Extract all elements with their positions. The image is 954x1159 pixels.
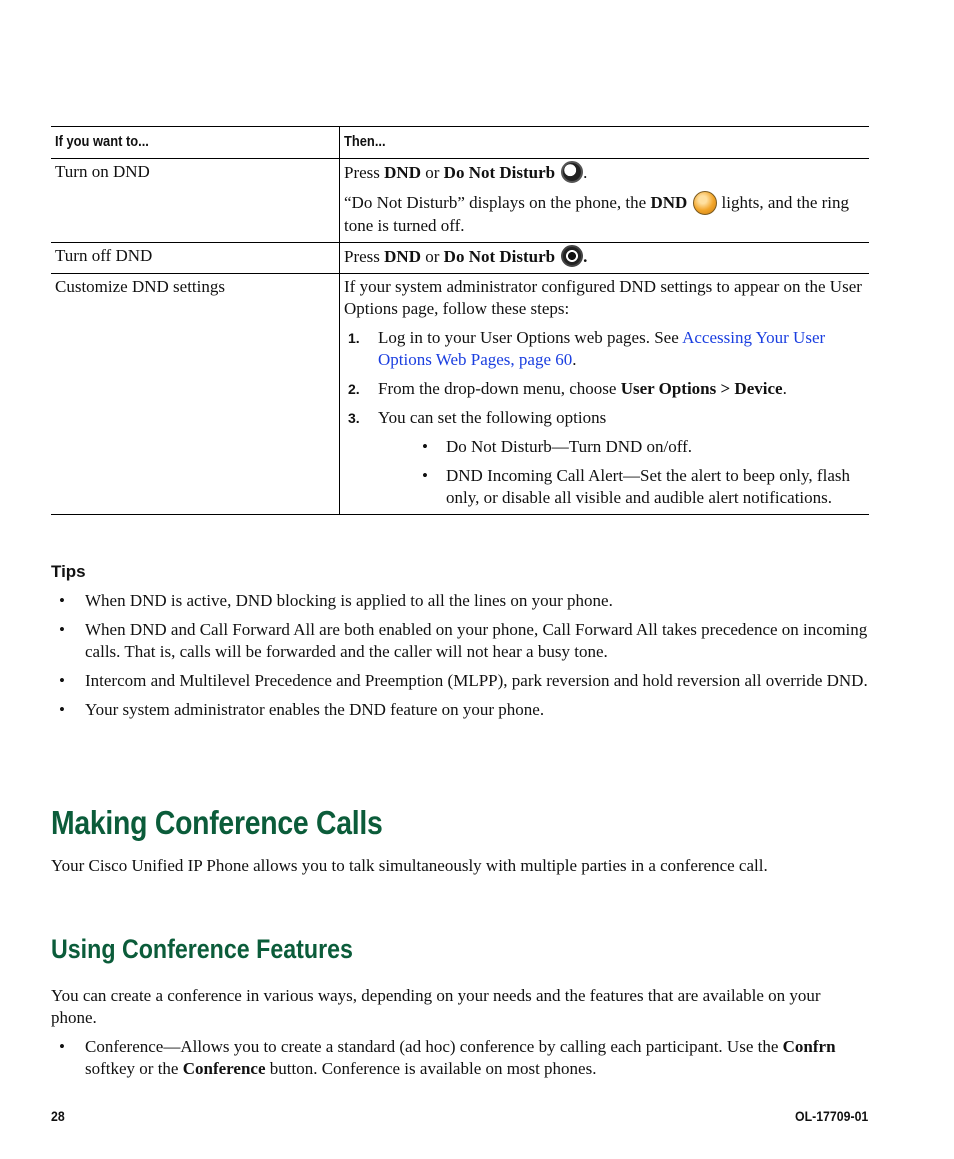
page-number: 28 xyxy=(51,1108,65,1124)
list-item: • Your system administrator enables the DND feature on your phone. xyxy=(59,700,545,719)
conference-list xyxy=(51,1036,869,1080)
dnd-button-icon xyxy=(561,161,583,183)
row-action: Customize DND settings xyxy=(51,274,340,514)
list-item: 1. Log in to your User Options web pages. See Accessing Your User Options Web Pages, page 60. xyxy=(348,328,826,369)
list-item: • When DND and Call Forward All are both enabled on your phone, Call Forward All takes precedence on incoming calls. That is, calls will be forwarded and the caller will not hear a busy tone. xyxy=(59,620,868,661)
subsection-title: Using Conference Features xyxy=(51,934,353,964)
tips-list xyxy=(51,590,869,728)
list-item: 2. From the drop-down menu, choose User Options > Device. xyxy=(348,379,787,398)
table-row xyxy=(51,274,869,515)
section-title: Making Conference Calls xyxy=(51,804,383,841)
steps-list xyxy=(344,327,865,429)
accessing-user-options-link[interactable]: Accessing Your User Options Web Pages, page 60 xyxy=(378,328,826,369)
list-item: • DND Incoming Call Alert—Set the alert to beep only, flash only, or disable all visible and audible alert notifications. xyxy=(422,466,850,507)
document-id: OL-17709-01 xyxy=(794,1108,868,1124)
list-item: • Conference—Allows you to create a standard (ad hoc) conference by calling each participant. Use the Confrn softkey or the Conference button. Conference is available on most phones. xyxy=(59,1037,836,1078)
row-then xyxy=(340,274,869,514)
steps-intro: If your system administrator configured DND settings to appear on the User Options page, follow these steps: xyxy=(344,277,862,318)
table-header xyxy=(51,127,869,159)
section-intro: Your Cisco Unified IP Phone allows you to talk simultaneously with multiple parties in a conference call. xyxy=(51,856,768,875)
list-item: • Do Not Disturb—Turn DND on/off. xyxy=(422,437,693,456)
options-list xyxy=(344,436,865,509)
dnd-light-icon xyxy=(693,191,717,215)
subsection-intro: You can create a conference in various ways, depending on your needs and the features that are available on your phone. xyxy=(51,986,821,1027)
list-item: 3. You can set the following options xyxy=(348,408,607,427)
list-item: • When DND is active, DND blocking is applied to all the lines on your phone. xyxy=(59,591,613,610)
table-row xyxy=(51,243,869,274)
dnd-active-button-icon xyxy=(561,245,583,267)
row-action: Turn on DND xyxy=(51,159,340,242)
tips-heading: Tips xyxy=(51,562,86,581)
header-col-then: Then... xyxy=(344,133,386,150)
row-then: Press DND or Do Not Disturb . xyxy=(344,247,588,266)
table-row xyxy=(51,159,869,243)
header-col-action: If you want to... xyxy=(55,133,149,150)
list-item: • Intercom and Multilevel Precedence and Preemption (MLPP), park reversion and hold reversion all override DND. xyxy=(59,671,868,690)
dnd-table xyxy=(51,126,869,515)
row-then: Press DND or Do Not Disturb . “Do Not Disturb” displays on the phone, the DND lights, and the ring tone is turned off. xyxy=(344,163,850,235)
row-action: Turn off DND xyxy=(51,243,340,273)
